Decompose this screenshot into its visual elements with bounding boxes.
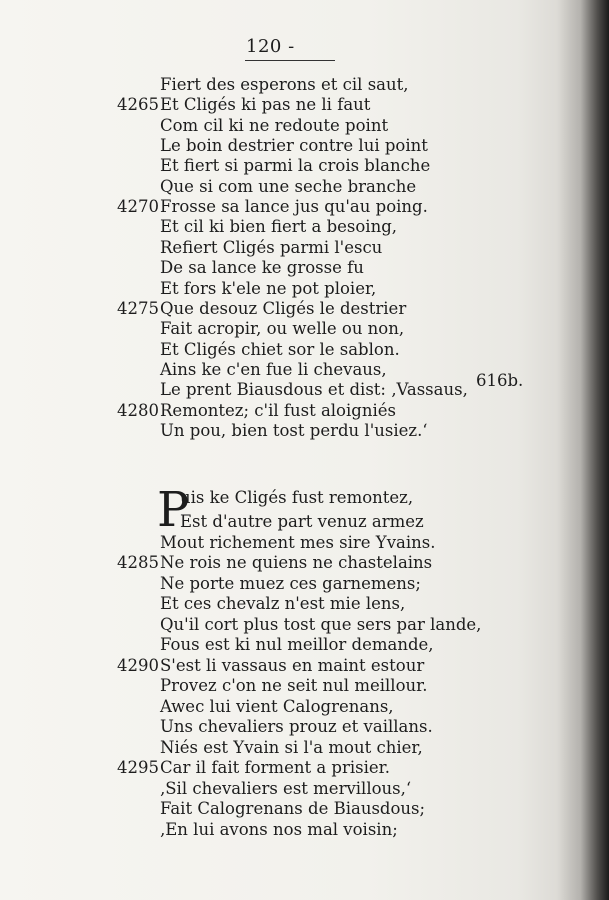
line-number: 4295 [117, 758, 159, 777]
line-number: 4275 [117, 298, 159, 318]
line-number: 4285 [117, 553, 159, 572]
verse-text: Et fiert si parmi la crois blanche [160, 156, 431, 176]
verse-text: Et Cligés chiet sor le sablon. [160, 339, 400, 359]
verse-text: Un pou, bien tost perdu l'usiez.‘ [160, 420, 428, 440]
verse-text: De sa lance ke grosse fu [160, 258, 364, 278]
verse-text: Que desouz Cligés le destrier [160, 298, 407, 318]
verse-text: Mout richement mes sire Yvains. [160, 532, 436, 552]
verse-text: Ne rois ne quiens ne chastelains [160, 553, 433, 572]
verse-text: Niés est Yvain si l'a mout chier, [160, 737, 423, 757]
verse-text: Provez c'on ne seit nul meillour. [160, 676, 428, 695]
header-rule [245, 60, 335, 61]
verse-text: Le prent Biausdous et dist: ‚Vassaus, [160, 380, 468, 400]
verse-text: ‚Sil chevaliers est mervillous,‘ [160, 778, 412, 798]
verse-text: Frosse sa lance jus qu'au poing. [160, 197, 428, 217]
verse-text: Fait acropir, ou welle ou non, [160, 319, 405, 339]
drop-cap: P [157, 482, 190, 538]
verse-text: Le boin destrier contre lui point [160, 136, 428, 156]
verse-text: Et fors k'ele ne pot ploier, [160, 278, 377, 298]
verse-text: Com cil ki ne redoute point [160, 115, 389, 135]
verse-text: Qu'il cort plus tost que sers par lande, [160, 614, 482, 634]
verse-text: Ne porte muez ces garnemens; [160, 573, 421, 593]
verse-text: S'est li vassaus en maint estour [160, 655, 425, 675]
verse-text: Uns chevaliers prouz et vaillans. [160, 717, 433, 736]
verse-text: Et Cligés ki pas ne li faut [160, 95, 371, 115]
line-number: 4290 [117, 655, 159, 675]
margin-note: 616b. [476, 371, 524, 390]
binding-shadow [557, 0, 609, 900]
line-number: 4265 [117, 95, 159, 115]
verse-text: Car il fait forment a prisier. [160, 758, 390, 777]
verse-text: Ains ke c'en fue li chevaus, [160, 359, 387, 379]
verse-text: uis ke Cligés fust remontez, [180, 488, 414, 507]
verse-text: Remontez; c'il fust aloigniés [160, 400, 396, 420]
verse-text: Que si com une seche branche [160, 176, 417, 196]
verse-text: ‚En lui avons nos mal voisin; [160, 819, 398, 839]
verse-text: Et ces chevalz n'est mie lens, [160, 594, 406, 613]
verse-text: Fiert des esperons et cil saut, [160, 75, 409, 94]
line-number: 4270 [117, 197, 159, 217]
verse-text: Et cil ki bien fiert a besoing, [160, 217, 398, 237]
page-number: 120 - [246, 36, 295, 57]
verse-text: Refiert Cligés parmi l'escu [160, 237, 383, 257]
verse-text: Fait Calogrenans de Biausdous; [160, 799, 426, 818]
line-number: 4280 [117, 400, 159, 420]
verse-text: Awec lui vient Calogrenans, [160, 696, 394, 716]
verse-text: Fous est ki nul meillor demande, [160, 635, 434, 654]
verse-text: Est d'autre part venuz armez [180, 512, 424, 531]
